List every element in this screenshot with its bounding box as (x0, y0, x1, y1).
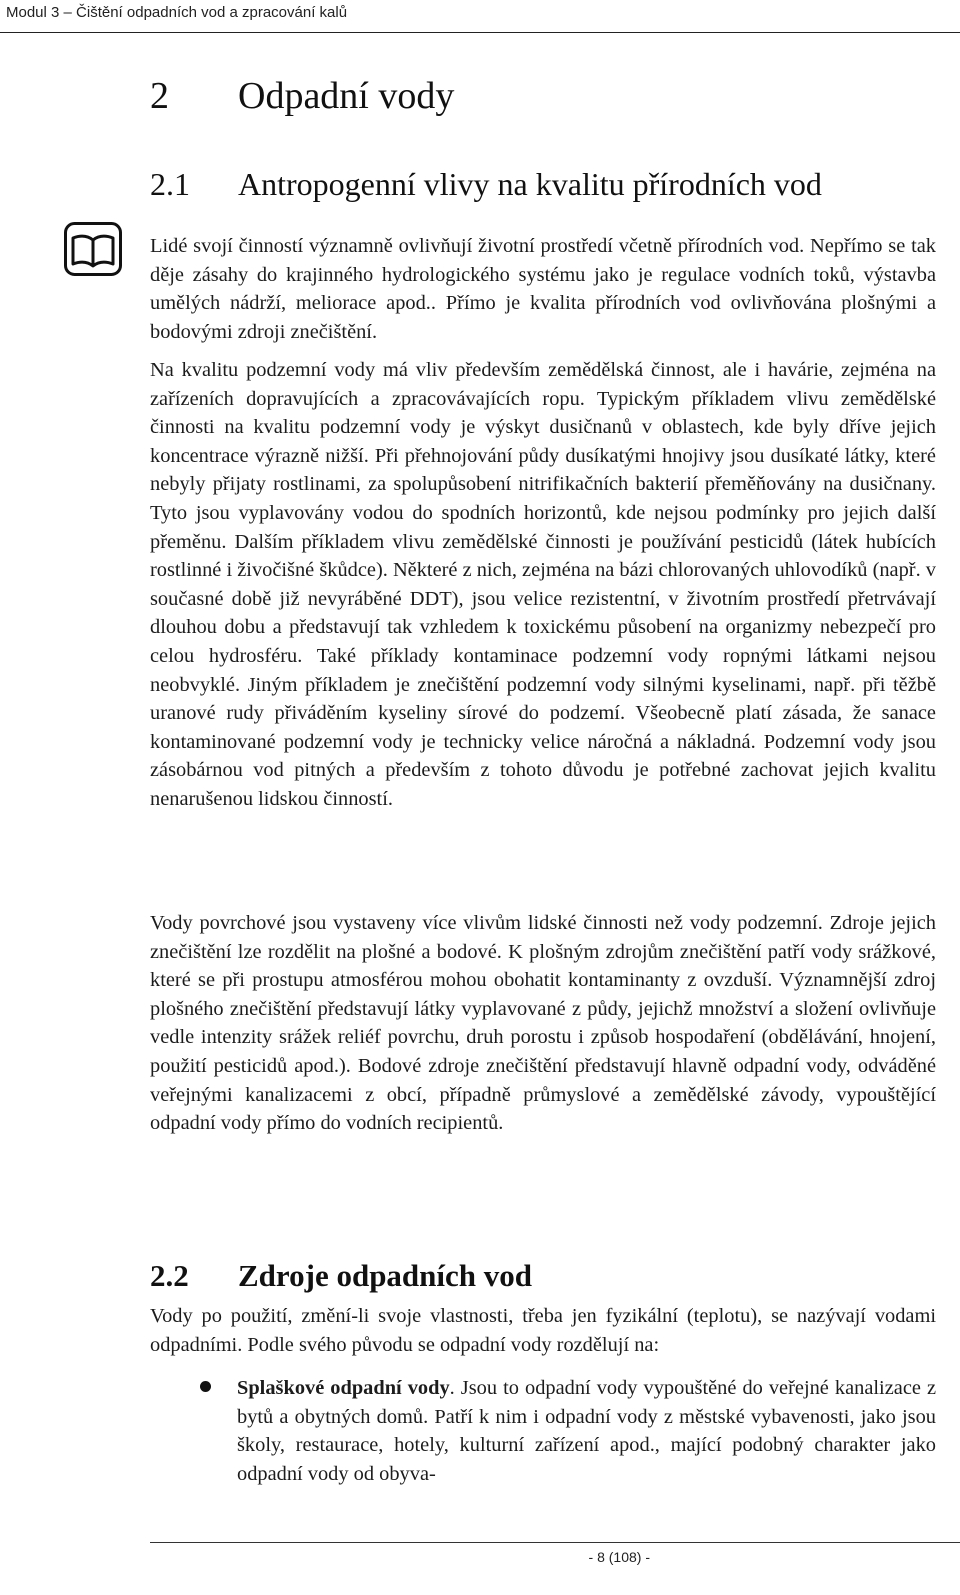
chapter-heading (150, 74, 454, 118)
chapter-title: Odpadní vody (238, 75, 455, 117)
list-item-term: Splaškové odpadní vody (237, 1377, 450, 1399)
running-header: Modul 3 – Čištění odpadních vod a zpracování kalů (6, 4, 348, 21)
header-divider (0, 32, 960, 33)
chapter-number: 2 (150, 75, 169, 117)
paragraph: Na kvalitu podzemní vody má vliv především zemědělská činnost, ale i havárie, zejména na zařízeních dopravujících a zpracovávajících ropu. Typickým příkladem vlivu zemědělské činnosti na kvalitu podzemní vody je výskyt dusičnanů v oblastech, kde byly dříve jejich koncentrace výrazně nižší. Při přehnojování půdy dusíkatými hnojivy jsou dusíkaté látky, které nebyly přijaty rostlinami, za spolupůsobení nitrifikačních bakterií přeměňovány na dusičnany. Tyto jsou vyplavovány vodou do spodních horizontů, kde nejsou podmínky pro jejich další přeměnu. Dalším příkladem vlivu zemědělské činnosti je používání pesticidů (látek hubících rostlinné i živočišné škůdce). Některé z nich, zejména na bázi chlorovaných uhlovodíků (např. v současné době již nevyráběné DDT), jsou velice rezistentní, v životním prostředí přetrvávají dlouhou dobu a představují tak vzhledem k toxickému působení na organizmy nebezpečí pro celou hydrosféru. Také příklady kontaminace podzemní vody ropnými látkami nejsou neobvyklé. Jiným příkladem je znečištění podzemní vody silnými kyselinami, např. při těžbě uranové rudy přiváděním kyseliny sírové do podzemí. Všeobecně platí zásada, že sanace kontaminované podzemní vody je technicky velice náročná a nákladná. Podzemní vody jsou zásobárnou vod pitných a především z tohoto důvodu je potřebné zachovat jejich kvalitu nenarušenou lidskou činností. (150, 359, 936, 810)
page-number: - 8 (108) - (588, 1549, 650, 1565)
list-item-description: . Jsou to odpadní vody vypouštěné do veřejné kanalizace z bytů a obytných domů. Patří k nim i odpadní vody z městské vybavenosti, jako jsou školy, restaurace, hotely, kulturní zařízení apod., mající podobný charakter jako odpadní vody od obyva- (237, 1377, 937, 1485)
section-heading-2-1 (150, 166, 822, 203)
book-icon (64, 222, 122, 276)
list-item-text (237, 1374, 936, 1488)
footer-divider (150, 1542, 960, 1543)
section-intro-paragraph: Vody po použití, změní-li svoje vlastnosti, třeba jen fyzikální (teplotu), se nazývají vodami odpadními. Podle svého původu se odpadní vody rozdělují na: (150, 1305, 936, 1356)
paragraph: Vody povrchové jsou vystaveny více vlivům lidské činnosti než vody podzemní. Zdroje jejich znečištění lze rozdělit na plošné a bodové. K plošným zdrojům znečištění patří vody srážkové, které se při prostupu atmosférou mohou obohatit kontaminanty z ovzduší. Významnější zdroj plošného znečištění představují látky vyplavované z půdy, jejichž množství a složení ovlivňuje vedle intenzity srážek reliéf povrchu, druh porostu i způsob hospodaření (obdělávání, hnojení, použití pesticidů apod.). Bodové zdroje znečištění představují hlavně odpadní vody, odváděné veřejnými kanalizacemi z obcí, případně průmyslové a zemědělské závody, vypouštějící odpadní vody přímo do vodních recipientů. (150, 912, 936, 1135)
section-heading-2-2 (150, 1258, 532, 1294)
list-item (200, 1374, 936, 1488)
section-title: Antropogenní vlivy na kvalitu přírodních vod (238, 166, 822, 202)
paragraph: Lidé svojí činností významně ovlivňují životní prostředí včetně přírodních vod. Nepřímo se tak děje zásahy do krajinného hydrologického systému jako je regulace vodních toků, výstavba umělých nádrží, meliorace apod.. Přímo je kvalita přírodních vod ovlivňována plošnými a bodovými zdroji znečištění. (150, 235, 936, 343)
section-title: Zdroje odpadních vod (238, 1258, 533, 1293)
bullet-icon (200, 1381, 211, 1392)
section-number: 2.2 (150, 1258, 189, 1293)
section-number: 2.1 (150, 166, 190, 202)
